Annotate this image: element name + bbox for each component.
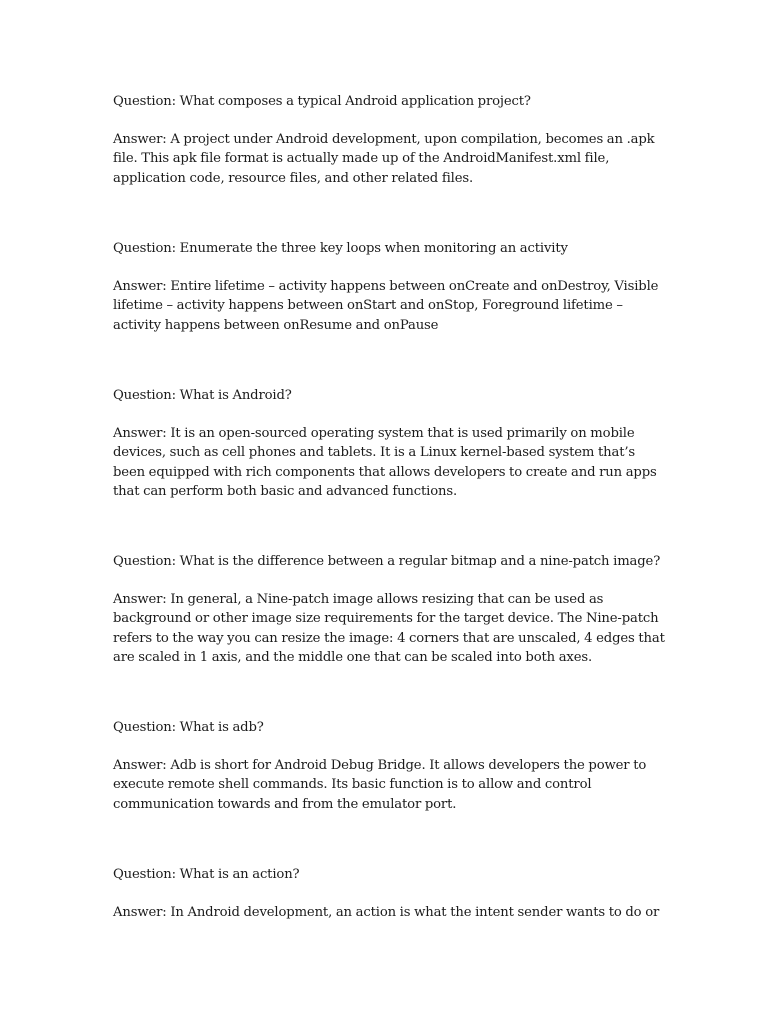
- question-text: Question: What is Android?: [113, 388, 292, 403]
- answer-text: Answer: A project under Android development, upon compilation, becomes an .apk file. This apk file format is actually made up of the AndroidManifest.xml file, application code, resource files, and other related files.: [113, 132, 655, 186]
- qa-item: [113, 239, 668, 335]
- question-text: Question: What is an action?: [113, 867, 300, 882]
- qa-item: [113, 386, 668, 501]
- question-text: Question: What is adb?: [113, 720, 264, 735]
- qa-item: [113, 718, 668, 814]
- answer-text: Answer: It is an open-sourced operating system that is used primarily on mobile devices, such as cell phones and tablets. It is a Linux kernel-based system that’s been equipped with rich components that allows developers to create and run apps that can perform both basic and advanced functions.: [113, 426, 657, 499]
- qa-item: [113, 865, 668, 922]
- question-text: Question: What composes a typical Android application project?: [113, 94, 531, 109]
- question-text: Question: Enumerate the three key loops when monitoring an activity: [113, 241, 568, 256]
- answer-text: Answer: In Android development, an action is what the intent sender wants to do or: [113, 905, 660, 921]
- question-text: Question: What is the difference between a regular bitmap and a nine-patch image?: [113, 554, 661, 569]
- answer-text: Answer: Adb is short for Android Debug Bridge. It allows developers the power to execute remote shell commands. Its basic function is to allow and control communication towards and from the emulator port.: [113, 758, 647, 812]
- qa-item: [113, 92, 668, 188]
- answer-text: Answer: Entire lifetime – activity happens between onCreate and onDestroy, Visible lifetime – activity happens between onStart and onStop, Foreground lifetime – activity happens between onResume and onPause: [113, 279, 659, 333]
- answer-text: Answer: In general, a Nine-patch image allows resizing that can be used as background or other image size requirements for the target device. The Nine-patch refers to the way you can resize the image: 4 corners that are unscaled, 4 edges that are scaled in 1 axis, and the middle one that can be scaled into both axes.: [113, 592, 665, 665]
- qa-item: [113, 552, 668, 667]
